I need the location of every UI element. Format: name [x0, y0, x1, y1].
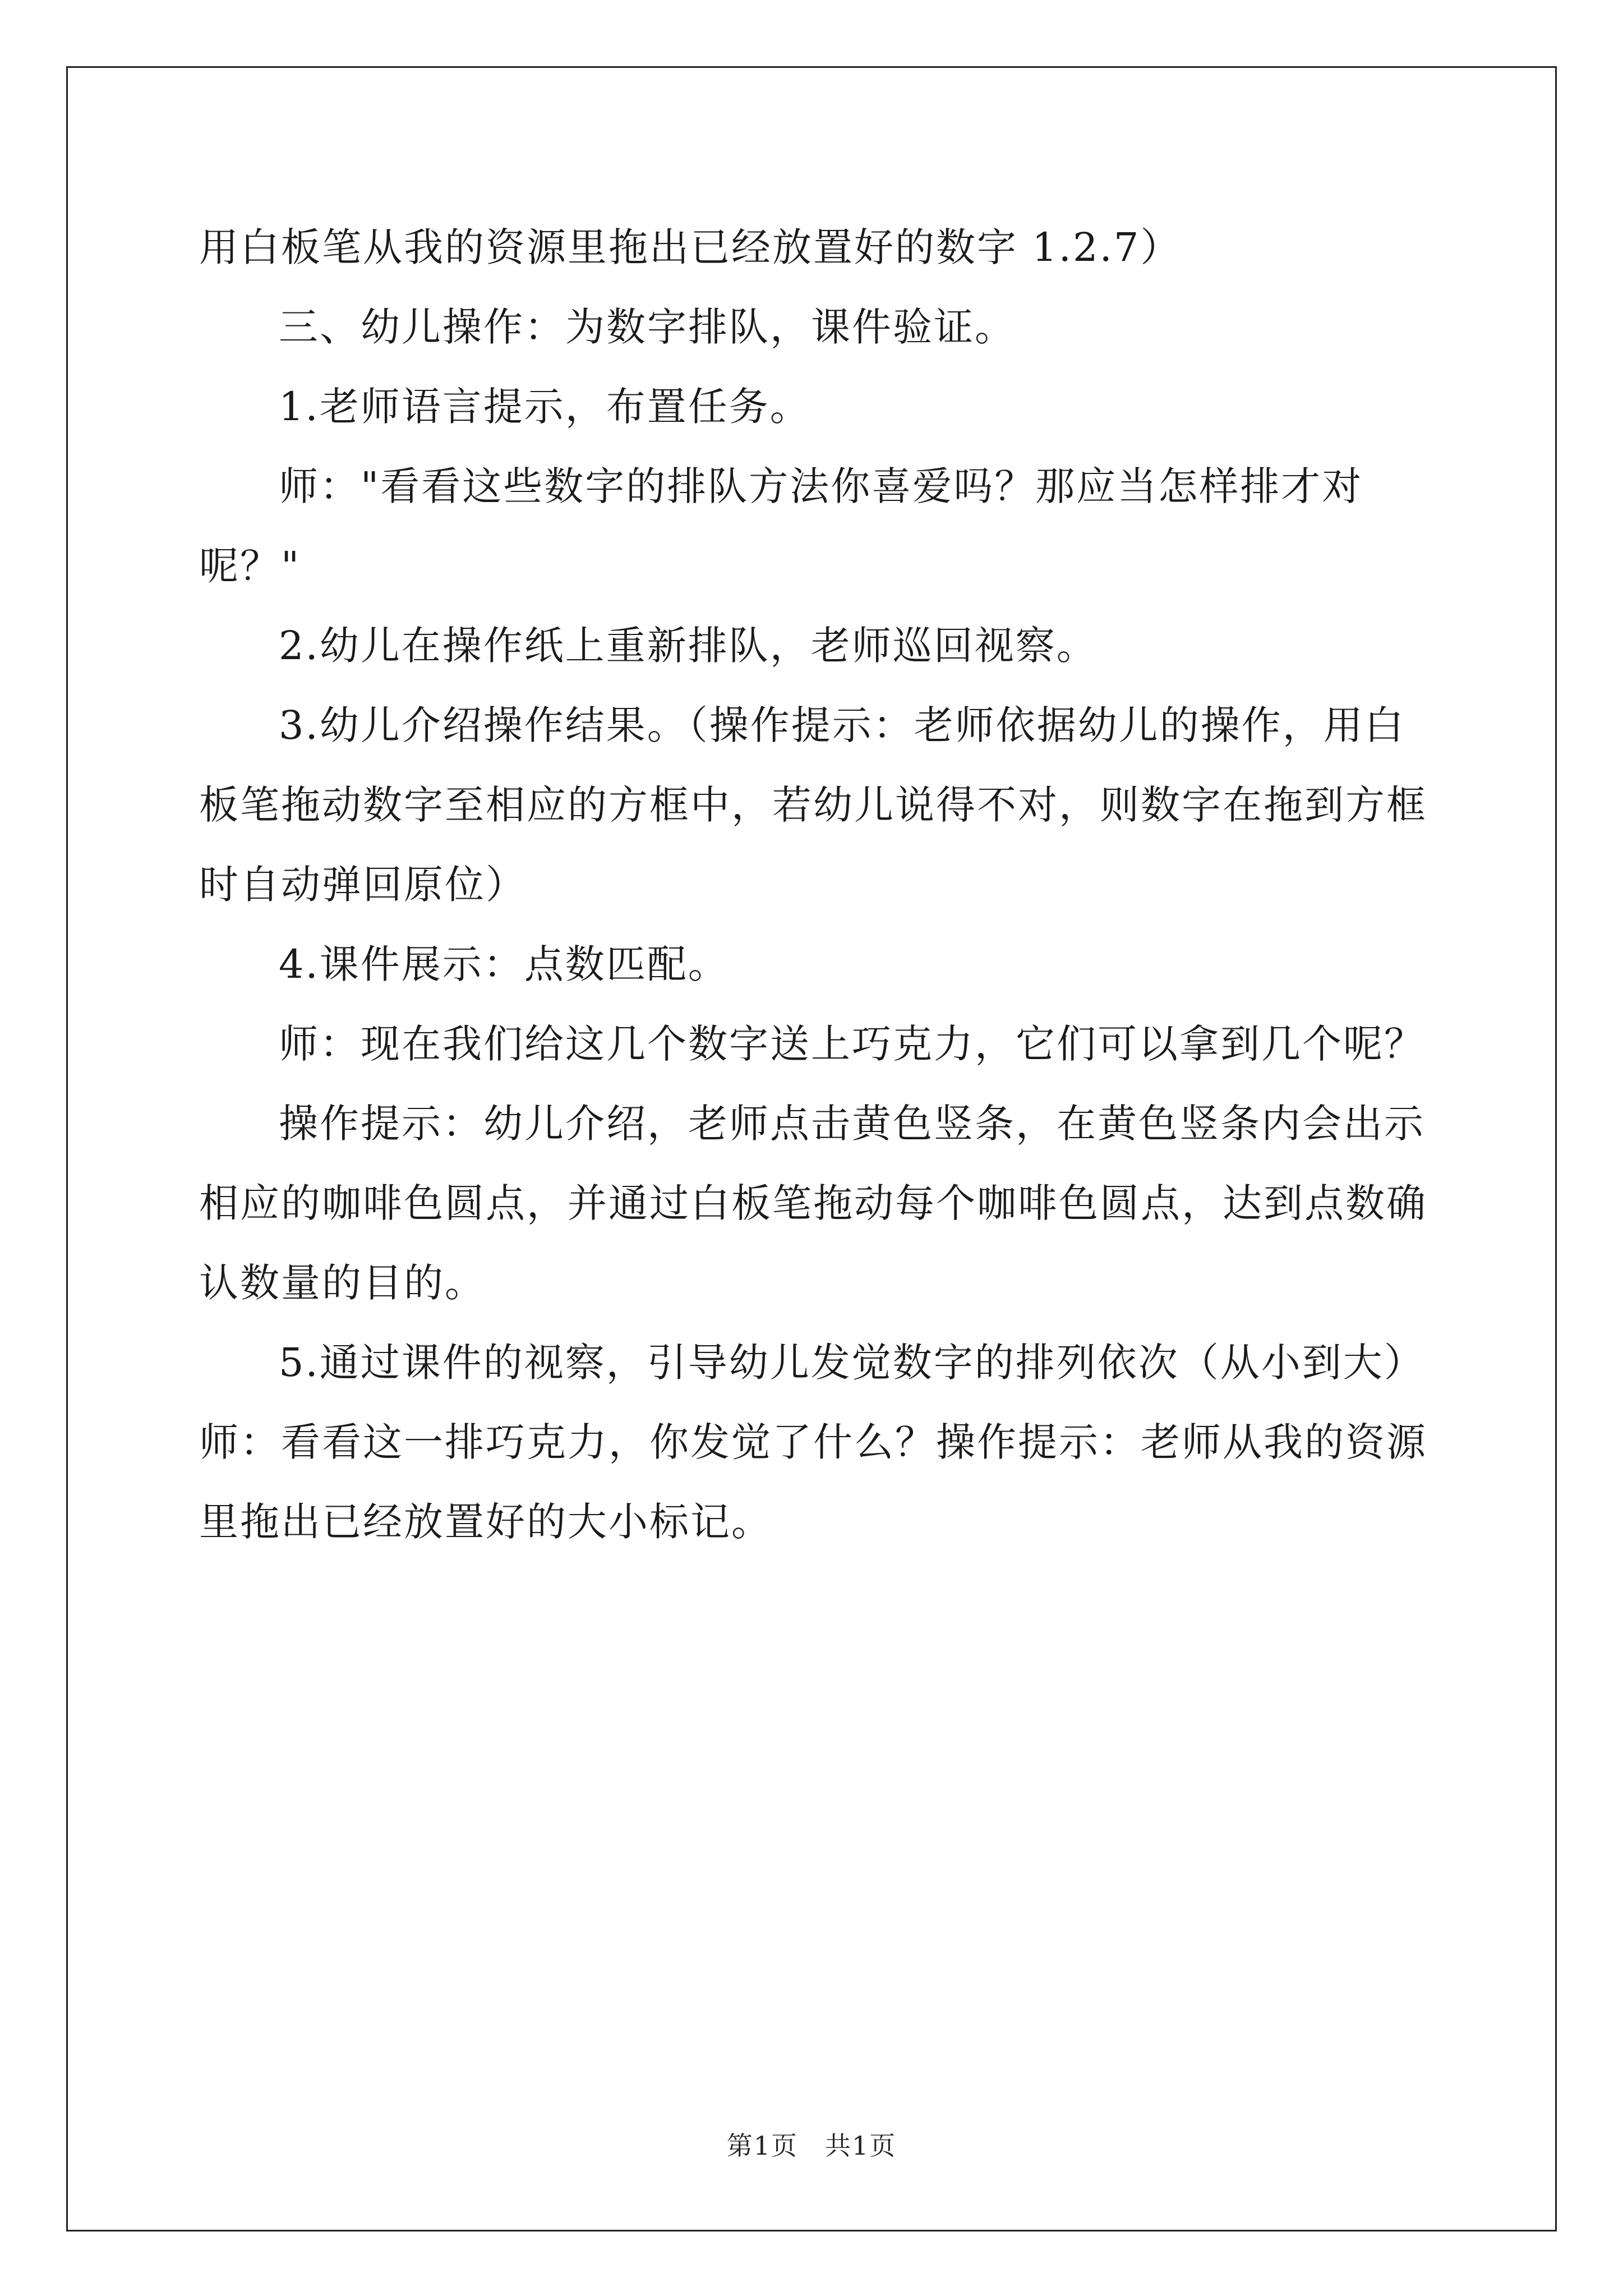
paragraph-3: 1.老师语言提示，布置任务。 [279, 384, 811, 430]
page-footer [0, 2129, 1623, 2162]
paragraph-2: 三、幼儿操作：为数字排队，课件验证。 [279, 304, 1016, 350]
paragraph-5: 2.幼儿在操作纸上重新排队，老师巡回视察。 [279, 623, 1098, 669]
paragraph-9: 操作提示：幼儿介绍，老师点击黄色竖条，在黄色竖条内会出示相应的咖啡色圆点，并通过白板笔拖动每个咖啡色圆点，达到点数确认数量的目的。 [199, 1101, 1427, 1306]
paragraph-8: 师：现在我们给这几个数字送上巧克力，它们可以拿到几个呢？ [279, 1021, 1425, 1067]
paragraph-4: 师："看看这些数字的排队方法你喜爱吗？那应当怎样排才对呢？" [199, 463, 1363, 589]
paragraph-6: 3.幼儿介绍操作结果。（操作提示：老师依据幼儿的操作，用白板笔拖动数字至相应的方框中，若幼儿说得不对，则数字在拖到方框时自动弹回原位） [199, 702, 1427, 908]
page-number-current: 第1页 [726, 2131, 798, 2161]
page-number-total: 共1页 [825, 2131, 897, 2161]
paragraph-10: 5.通过课件的视察，引导幼儿发觉数字的排列依次（从小到大）师：看看这一排巧克力，你发觉了什么？操作提示：老师从我的资源里拖出已经放置好的大小标记。 [199, 1340, 1427, 1545]
paragraph-7: 4.课件展示：点数匹配。 [279, 941, 729, 987]
document-body [199, 208, 1438, 1562]
paragraph-1: 用白板笔从我的资源里拖出已经放置好的数字 1.2.7） [199, 224, 1182, 270]
